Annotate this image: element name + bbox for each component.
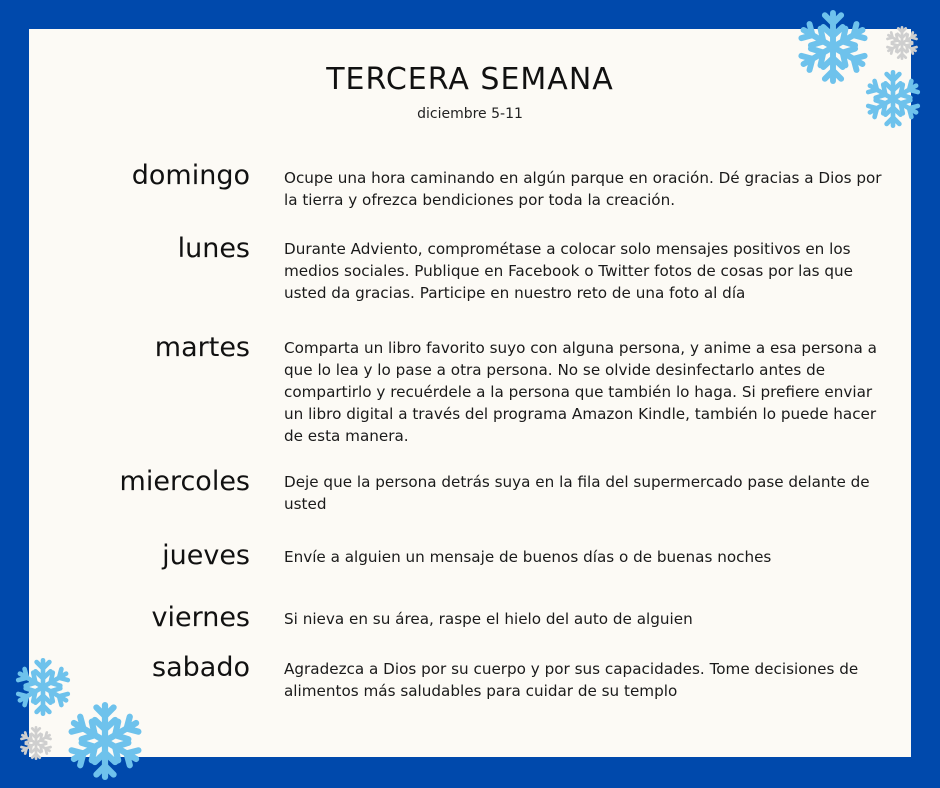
day-text-jueves: Envíe a alguien un mensaje de buenos días o de buenas noches (284, 548, 772, 566)
day-text-miercoles: Deje que la persona detrás suya en la fila del supermercado pase delante de usted (284, 473, 870, 513)
day-text-viernes: Si nieva en su área, raspe el hielo del auto de alguien (284, 610, 693, 628)
day-text-lunes: Durante Adviento, comprométase a colocar solo mensajes positivos en los medios sociales. Publique en Facebook o Twitter fotos de cosas por las que usted da gracias. Participe en nuestro reto de una foto al día (284, 240, 854, 302)
snowflake-icon (18, 726, 54, 760)
snowflake-icon (884, 26, 920, 60)
day-label-martes: martes (154, 332, 250, 363)
snowflake-icon (64, 702, 146, 780)
date-range: diciembre 5-11 (417, 106, 523, 122)
day-label-miercoles: miercoles (119, 466, 250, 497)
page-title: TERCERA SEMANA (326, 62, 614, 97)
day-label-jueves: jueves (162, 540, 250, 571)
day-label-domingo: domingo (131, 160, 250, 191)
day-label-viernes: viernes (151, 602, 250, 633)
day-text-martes: Comparta un libro favorito suyo con alguna persona, y anime a esa persona a que lo lea y lo pase a otra persona. No se olvide desinfectarlo antes de compartirlo y recuérdele a la persona que también lo haga. Si prefiere enviar un libro digital a través del programa Amazon Kindle, también lo puede hacer de esta manera. (284, 339, 877, 445)
day-label-lunes: lunes (177, 233, 250, 264)
day-text-domingo: Ocupe una hora caminando en algún parque en oración. Dé gracias a Dios por la tierra y ofrezca bendiciones por toda la creación. (284, 169, 882, 209)
day-text-sabado: Agradezca a Dios por su cuerpo y por sus capacidades. Tome decisiones de alimentos más saludables para cuidar de su templo (284, 660, 859, 700)
day-label-sabado: sabado (152, 652, 250, 683)
